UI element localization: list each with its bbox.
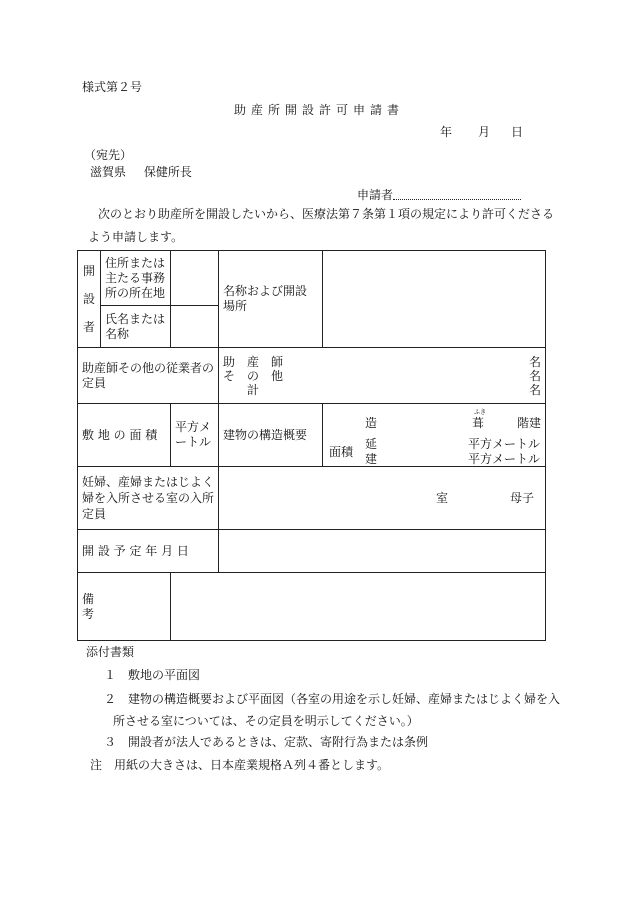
form-number: 様式第２号 xyxy=(82,80,143,94)
founder-char-1: 開 xyxy=(82,264,95,278)
staff-value-cell[interactable] xyxy=(219,348,546,404)
room-unit: 室 xyxy=(436,490,449,505)
applicant-signature-line[interactable] xyxy=(393,199,521,200)
area-building-label: 建 xyxy=(365,452,378,466)
capacity-unit: 母子 xyxy=(510,490,535,505)
paper-size-note: 注 用紙の大きさは、日本産業規格Ａ列４番とします。 xyxy=(90,758,390,772)
addressee-label: （宛先） xyxy=(84,148,133,162)
attachment-item-1: １ 敷地の平面図 xyxy=(104,668,201,682)
staff-total-unit: 名 xyxy=(528,382,541,397)
founder-char-3: 者 xyxy=(82,320,95,334)
facility-label: 名称および開設場所 xyxy=(219,251,323,348)
staff-total-label: 計 xyxy=(247,382,260,397)
site-area-unit: 平方メートル xyxy=(171,404,219,467)
site-area-label: 敷 地 の 面 積 xyxy=(78,404,171,467)
scheduled-date-value-cell[interactable] xyxy=(219,530,546,573)
address-value-cell[interactable] xyxy=(171,251,219,306)
maternity-room-label: 妊婦、産婦またはじよく婦を入所させる室の入所定員 xyxy=(78,467,219,530)
facility-value-cell[interactable] xyxy=(323,251,546,348)
addressee-office: 保健所長 xyxy=(143,165,192,179)
date-month-label: 月 xyxy=(478,125,491,139)
area-building-unit: 平方メートル xyxy=(468,452,541,466)
building-structure-grid xyxy=(323,407,545,466)
attachment-item-2: ２ 建物の構造概要および平面図（各室の用途を示し妊婦、産婦またはじよく婦を入 xyxy=(104,692,561,706)
founder-char-2: 設 xyxy=(82,292,95,306)
name-value-cell[interactable] xyxy=(171,306,219,348)
remarks-label: 備 考 xyxy=(78,573,171,641)
intro-text-line2: よう申請します。 xyxy=(88,230,184,244)
founder-header-cell xyxy=(78,251,101,348)
attachment-item-2-cont: 所させる室については、その定員を明示してください。） xyxy=(113,714,419,728)
addressee-name xyxy=(90,163,192,180)
maternity-room-value-cell[interactable] xyxy=(219,467,546,530)
application-form-table xyxy=(77,250,546,641)
struct-fuki: 葺 xyxy=(472,416,485,430)
scheduled-date-label: 開 設 予 定 年 月 日 xyxy=(78,530,219,573)
address-label: 住所または主たる事務所の所在地 xyxy=(101,251,171,306)
remarks-value-cell[interactable] xyxy=(171,573,546,641)
attachment-item-3: ３ 開設者が法人であるときは、定款、寄附行為または条例 xyxy=(104,735,429,749)
staff-midwife-label: 助 産 師 xyxy=(223,354,284,369)
applicant-label: 申請者 xyxy=(357,188,394,202)
struct-zou: 造 xyxy=(365,416,378,430)
building-structure-value-cell[interactable] xyxy=(323,404,546,467)
addressee-pref: 滋賀県 xyxy=(90,165,127,179)
document-title: 助産所開設許可申請書 xyxy=(234,103,405,117)
struct-fuki-ruby: ふき xyxy=(474,409,487,416)
staff-other-label: そ の 他 xyxy=(223,368,284,383)
staff-other-unit: 名 xyxy=(528,368,541,383)
intro-text-line1: 次のとおり助産所を開設したいから、医療法第７条第１項の規定により許可くださる xyxy=(98,207,555,221)
area-total-label: 延 xyxy=(365,437,378,451)
date-year-label: 年 xyxy=(440,125,453,139)
building-structure-label: 建物の構造概要 xyxy=(219,404,323,467)
attachments-title: 添付書類 xyxy=(86,645,135,659)
staff-grid xyxy=(223,355,541,397)
area-label: 面積 xyxy=(329,445,354,459)
staff-label: 助産師その他の従業者の定員 xyxy=(78,348,219,404)
name-label: 氏名または名称 xyxy=(101,306,171,348)
date-day-label: 日 xyxy=(511,125,524,139)
area-total-unit: 平方メートル xyxy=(468,437,541,451)
struct-floors: 階建 xyxy=(517,416,542,430)
staff-midwife-unit: 名 xyxy=(528,354,541,369)
